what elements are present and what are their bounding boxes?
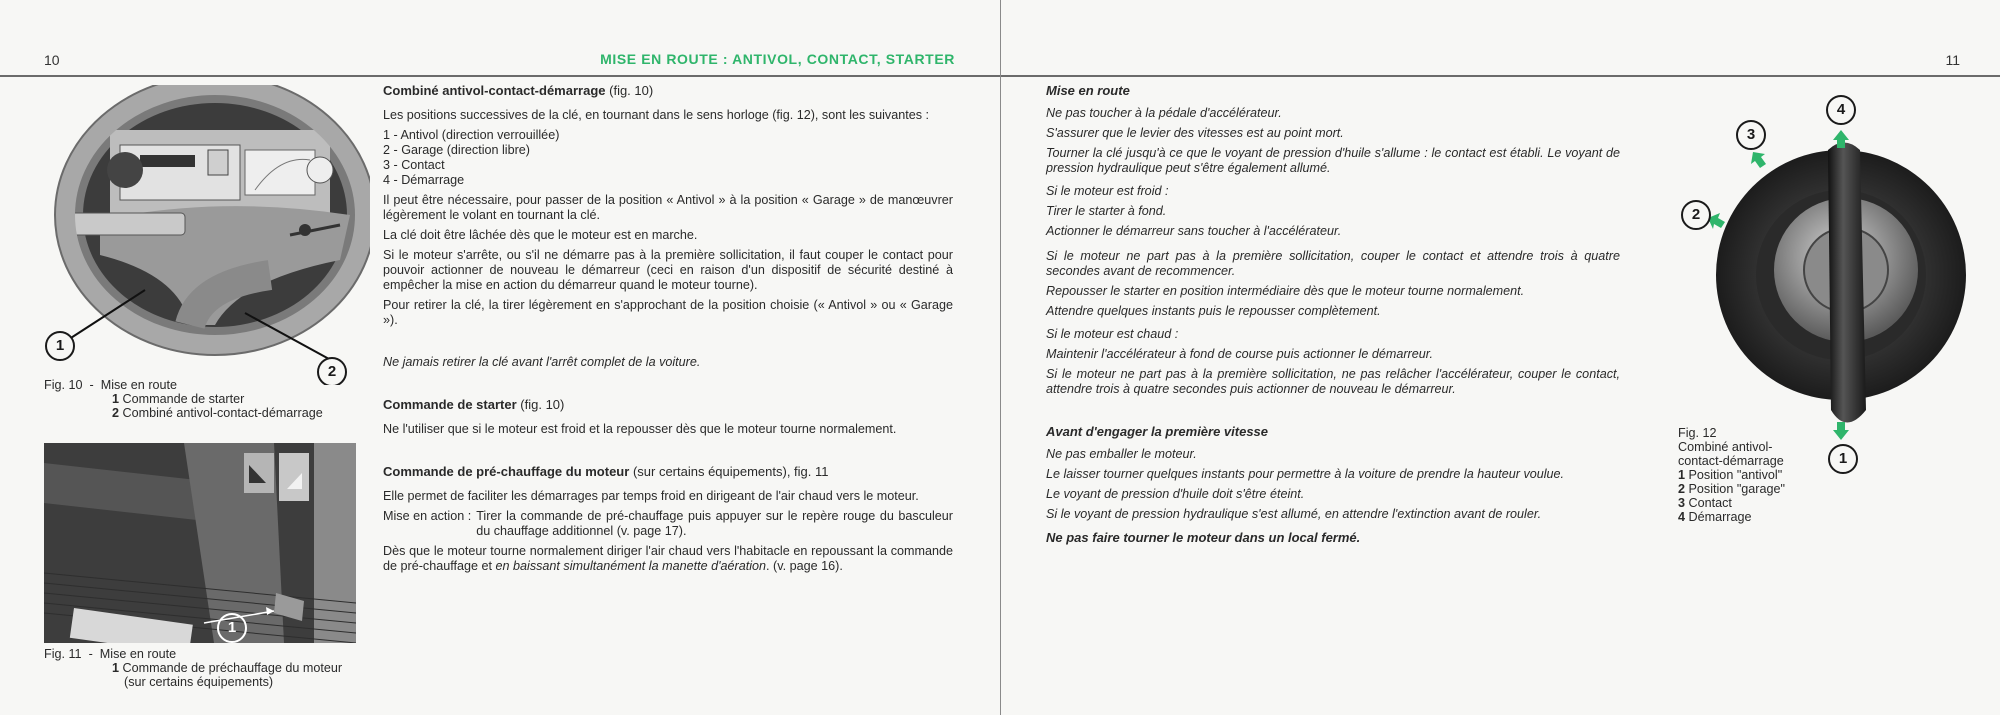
preheat-illustration [44, 443, 356, 643]
paragraph: Elle permet de faciliter les démarrages par temps froid en dirigeant de l'air chaud vers le moteur. [383, 489, 919, 503]
subheading-chaud: Si le moteur est chaud : [1046, 327, 1179, 341]
subheading-froid: Si le moteur est froid : [1046, 184, 1169, 198]
running-head: MISE EN ROUTE : ANTIVOL, CONTACT, STARTER [600, 51, 955, 67]
callout-1: 1 [1828, 444, 1858, 474]
paragraph: Le voyant de pression d'huile doit s'être éteint. [1046, 487, 1305, 501]
paragraph: Actionner le démarreur sans toucher à l'accélérateur. [1046, 224, 1342, 238]
list-item: 4 - Démarrage [383, 173, 465, 187]
section-heading-mise-en-route: Mise en route [1046, 83, 1130, 98]
paragraph: Si le moteur s'arrête, ou s'il ne démarre pas à la première sollicitation, il faut couper le contact pour pouvoir actionner de nouveau le démarreur (ceci en raison d'un dispositif de sécurité destiné à empêcher la mise en action du démarreur quand le moteur tourne). [383, 248, 953, 292]
mise-en-action-text: Tirer la commande de pré-chauffage puis appuyer sur le repère rouge du basculeur du chauffage additionnel (v. page 17). [476, 509, 953, 538]
header-rule-left [0, 75, 1000, 77]
figure-10-steering-wheel [40, 85, 370, 385]
figure-10-caption: Fig. 10 - Mise en route 1 Commande de starter 2 Combiné antivol-contact-démarrage [44, 378, 374, 420]
fig10-item: 2 Combiné antivol-contact-démarrage [112, 406, 323, 420]
callout-2: 2 [1681, 200, 1711, 230]
paragraph: Il peut être nécessaire, pour passer de la position « Antivol » à la position « Garage » de manœuvrer légèrement le volant en tournant la clé. [383, 193, 953, 222]
fig11-item: 1 Commande de préchauffage du moteur [112, 661, 343, 675]
paragraph: Attendre quelques instants puis le repousser complètement. [1046, 304, 1381, 318]
right-text-column [1046, 83, 1620, 550]
fig12-item: 4 Démarrage [1678, 510, 1752, 524]
fig11-title: Mise en route [99, 647, 177, 661]
callout-4: 4 [1826, 95, 1856, 125]
paragraph: Dès que le moteur tourne normalement diriger l'air chaud vers l'habitacle en repoussant la commande de pré-chauffage et en baissant simultanément la manette d'aération. (v. page 16). [383, 544, 953, 573]
list-item: 1 - Antivol (direction verrouillée) [383, 128, 560, 142]
figure-11-caption: Fig. 11 - Mise en route 1 Commande de préchauffage du moteur (sur certains équipements) [44, 647, 374, 689]
paragraph: Ne l'utiliser que si le moteur est froid et la repousser dès que le moteur tourne normalement. [383, 422, 897, 436]
ignition-switch-illustration [1666, 90, 1996, 480]
paragraph: Pour retirer la clé, la tirer légèrement en s'approchant de la position choisie (« Antivol » ou « Garage »). [383, 298, 953, 327]
fig12-title: contact-démarrage [1678, 454, 1784, 468]
mise-en-action-label: Mise en action : [383, 509, 472, 523]
callout-1: 1 [45, 331, 75, 361]
fig12-item: 2 Position "garage" [1678, 482, 1785, 496]
fig10-title: Mise en route [100, 378, 178, 392]
fig12-label: Fig. 12 [1678, 426, 1717, 440]
key-positions-list [383, 128, 953, 188]
paragraph: Les positions successives de la clé, en tournant dans le sens horloge (fig. 12), sont les suivantes : [383, 108, 930, 122]
paragraph: Ne pas toucher à la pédale d'accélérateur. [1046, 106, 1282, 120]
fig11-label: Fig. 11 [44, 647, 82, 661]
warning-closed-space: Ne pas faire tourner le moteur dans un local fermé. [1046, 530, 1361, 545]
section-heading-combine: Combiné antivol-contact-démarrage (fig. 10) [383, 83, 654, 98]
section-heading-preheat: Commande de pré-chauffage du moteur (sur certains équipements), fig. 11 [383, 464, 829, 479]
callout-2: 2 [317, 357, 347, 385]
paragraph: Tourner la clé jusqu'à ce que le voyant de pression d'huile s'allume : le contact est établi. Le voyant de pression hydraulique peut s'être également allumé. [1046, 146, 1620, 175]
paragraph: Si le moteur ne part pas à la première sollicitation, ne pas relâcher l'accélérateur, couper le contact, attendre trois à quatre secondes puis actionner de nouveau le démarreur. [1046, 367, 1620, 396]
page-number-right: 11 [1945, 52, 1960, 68]
paragraph: Maintenir l'accélérateur à fond de course puis actionner le démarreur. [1046, 347, 1433, 361]
section-heading-starter: Commande de starter (fig. 10) [383, 397, 565, 412]
mise-en-action [383, 509, 953, 539]
fig12-item: 3 Contact [1678, 496, 1732, 510]
paragraph: La clé doit être lâchée dès que le moteur est en marche. [383, 228, 698, 242]
right-page [1001, 0, 2000, 715]
left-text-column [383, 83, 953, 579]
paragraph: Si le moteur ne part pas à la première sollicitation, couper le contact et attendre trois à quatre secondes avant de recommencer. [1046, 249, 1620, 278]
fig10-label: Fig. 10 [44, 378, 83, 392]
section-heading-premiere-vitesse: Avant d'engager la première vitesse [1046, 424, 1269, 439]
fig12-title: Combiné antivol- [1678, 440, 1773, 454]
list-item: 3 - Contact [383, 158, 445, 172]
paragraph: Ne pas emballer le moteur. [1046, 447, 1197, 461]
fig11-item-note: (sur certains équipements) [124, 675, 274, 689]
paragraph: S'assurer que le levier des vitesses est au point mort. [1046, 126, 1344, 140]
figure-12-caption [1678, 426, 1838, 524]
steering-wheel-illustration [40, 85, 370, 385]
warning-remove-key: Ne jamais retirer la clé avant l'arrêt complet de la voiture. [383, 355, 701, 369]
figure-11-preheat-photo [44, 443, 356, 643]
header-rule-right [1001, 75, 2000, 77]
paragraph: Tirer le starter à fond. [1046, 204, 1167, 218]
fig10-item: 1 Commande de starter [112, 392, 245, 406]
paragraph: Le laisser tourner quelques instants pour permettre à la voiture de prendre la hauteur voulue. [1046, 467, 1565, 481]
paragraph: Repousser le starter en position intermédiaire dès que le moteur tourne normalement. [1046, 284, 1525, 298]
callout-1: 1 [217, 613, 247, 643]
callout-3: 3 [1736, 120, 1766, 150]
arrow-position-3 [1751, 152, 1766, 168]
figure-12-ignition-switch [1666, 90, 1996, 480]
paragraph: Si le voyant de pression hydraulique s'est allumé, en attendre l'extinction avant de rouler. [1046, 507, 1542, 521]
fig12-item: 1 Position "antivol" [1678, 468, 1783, 482]
list-item: 2 - Garage (direction libre) [383, 143, 530, 157]
page-number-left: 10 [44, 52, 60, 68]
